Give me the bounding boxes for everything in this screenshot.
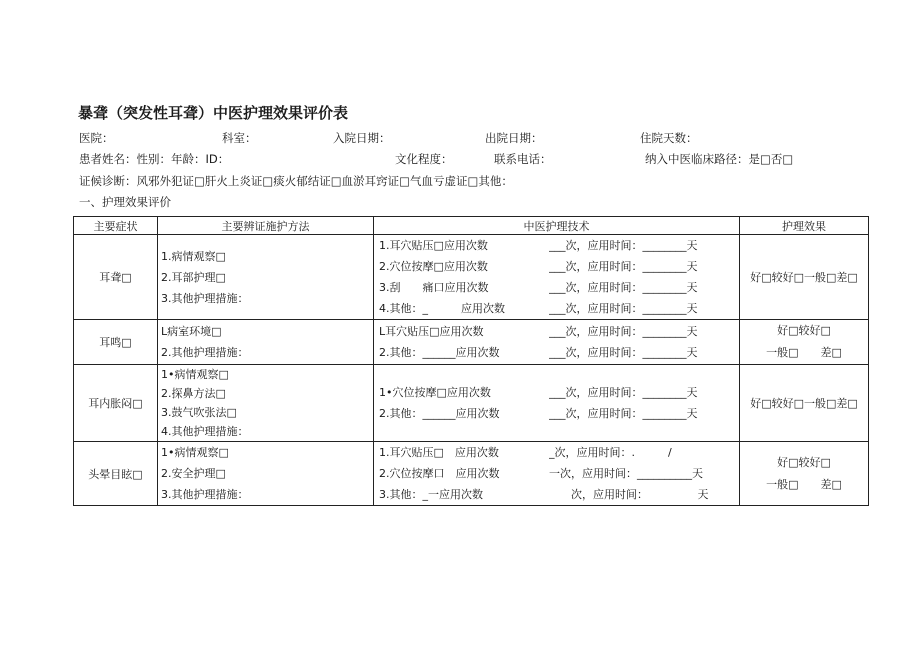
header-effect: 护理效果 [740,217,869,235]
techniques-cell [374,235,740,320]
symptom-cell: 耳内胀闷□ [74,365,158,442]
technique-name: 2.穴位按摩口 应用次数 [379,467,500,480]
methods-cell [158,442,374,506]
techniques-cell [374,320,740,365]
technique-name: 1.耳穴贴压□应用次数 [379,239,488,252]
method-item: 4.其他护理措施： [161,425,249,438]
discharge-date-field: 出院日期： [485,131,543,145]
clinical-pathway-field: 纳入中医临床路径：是□否□ [645,152,794,166]
technique-line [374,256,739,277]
effect-options: 好□较好□一般□差□ [750,397,858,410]
method-item: 1•病情观察□ [161,368,229,381]
effect-cell [740,235,869,320]
technique-line [374,298,739,319]
technique-usage: ___次，应用时间：________天 [549,346,698,359]
effect-cell [740,365,869,442]
technique-line [374,442,739,463]
evaluation-table [73,216,869,506]
symptom-cell: 耳鸣□ [74,320,158,365]
technique-usage: 一次，应用时间：__________天 [549,467,703,480]
syndrome-diagnosis-field: 证候诊断：风邪外犯证□肝火上炎证□痰火郁结证□血淤耳窍证□气血亏虚证□其他： [79,174,513,188]
technique-name: L耳穴贴压□应用次数 [379,325,484,338]
effect-options: 好□较好□一般□差□ [750,271,858,284]
technique-line [374,463,739,484]
table-row [74,235,869,320]
technique-usage: ___次，应用时间：________天 [549,281,698,294]
department-field: 科室： [222,131,257,145]
method-item: 1•病情观察□ [161,446,229,459]
method-item: L病室环境□ [161,325,222,338]
technique-line [374,484,739,505]
effect-options: 一般□ 差□ [766,477,842,491]
technique-name: 2.穴位按摩□应用次数 [379,260,488,273]
technique-name: 3.刮 痛口应用次数 [379,281,489,294]
technique-usage: 次，应用时间： 天 [549,488,709,501]
technique-name: 2.其他：______应用次数 [379,346,500,359]
method-item: 3.其他护理措施： [161,488,249,501]
technique-name: 1.耳穴贴压□ 应用次数 [379,446,499,459]
effect-options: 一般□ 差□ [766,346,842,359]
technique-name: 2.其他：______应用次数 [379,407,500,420]
methods-cell [158,365,374,442]
effect-options: 好□较好□ [777,324,831,337]
technique-usage: ___次，应用时间：________天 [549,239,698,252]
technique-line [374,235,739,256]
technique-line [374,277,739,298]
header-methods: 主要辨证施护方法 [158,217,374,235]
technique-line [374,342,739,363]
table-row [74,320,869,365]
method-item: 2.安全护理□ [161,467,226,480]
technique-name: 1•穴位按摩□应用次数 [379,386,491,399]
hospital-field: 医院： [79,131,114,145]
methods-cell [158,320,374,365]
table-row [74,442,869,506]
effect-cell [740,442,869,506]
method-item: 2.探鼻方法□ [161,387,226,400]
technique-line [374,321,739,342]
effect-options: 好□较好□ [777,455,831,469]
header-symptom: 主要症状 [74,217,158,235]
method-item: 2.耳部护理□ [161,270,226,284]
methods-cell [158,235,374,320]
technique-line [374,382,739,403]
technique-name: 3.其他：_一应用次数 [379,488,483,501]
method-item: 2.其他护理措施： [161,346,249,359]
table-header-row [74,217,869,235]
page-title: 暴聋（突发性耳聋）中医护理效果评价表 [78,104,349,122]
symptom-cell: 耳聋□ [74,235,158,320]
technique-usage: ___次，应用时间：________天 [549,386,698,399]
section-heading: 一、护理效果评价 [79,195,171,209]
admit-date-field: 入院日期： [333,131,391,145]
technique-usage: ___次，应用时间：________天 [549,325,698,338]
techniques-cell [374,365,740,442]
patient-info-field: 患者姓名：性别：年龄：ID： [79,152,230,166]
phone-field: 联系电话： [494,152,552,166]
table-row [74,365,869,442]
technique-usage: ___次，应用时间：________天 [549,407,698,420]
effect-cell [740,320,869,365]
technique-usage: _次，应用时间：. / [549,446,672,459]
technique-line [374,403,739,424]
symptom-cell: 头晕目眩□ [74,442,158,506]
technique-name: 4.其他：_ 应用次数 [379,302,505,315]
education-field: 文化程度： [395,152,453,166]
techniques-cell [374,442,740,506]
method-item: 3.鼓气吹张法□ [161,406,237,419]
method-item: 1.病情观察□ [161,249,226,263]
technique-usage: ___次，应用时间：________天 [549,302,698,315]
technique-usage: ___次，应用时间：________天 [549,260,698,273]
header-techniques: 中医护理技术 [374,217,740,235]
method-item: 3.其他护理措施： [161,291,249,305]
stay-days-field: 住院天数： [640,131,698,145]
